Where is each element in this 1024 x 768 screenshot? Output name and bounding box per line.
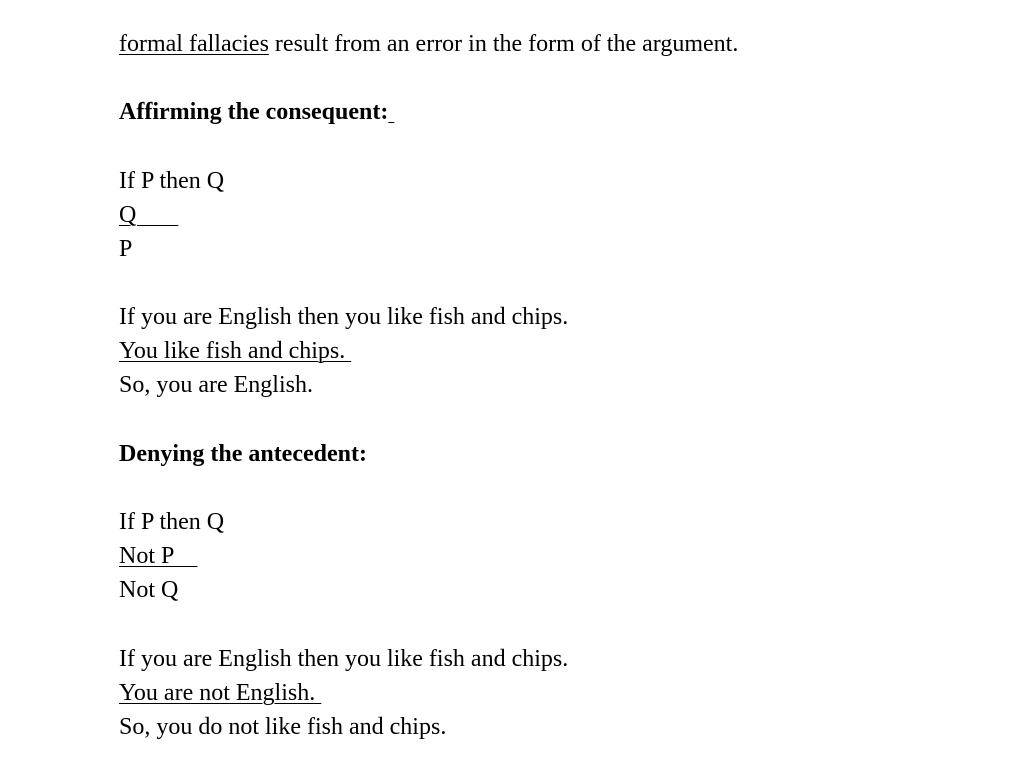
blank-line (119, 266, 738, 300)
denying-schema-premise-2-line (119, 539, 738, 573)
blank-line (119, 61, 738, 95)
denying-example-conclusion: So, you do not like fish and chips. (119, 713, 447, 740)
intro-line (119, 27, 738, 61)
affirming-schema-premise-2: Q (119, 201, 179, 228)
affirming-example-premise-2: You like fish and chips. (119, 338, 352, 365)
blank-line (119, 129, 738, 163)
affirming-schema-premise-1: If P then Q (119, 167, 225, 194)
denying-example-premise-2-line (119, 676, 738, 710)
denying-schema-conclusion: Not Q (119, 577, 179, 604)
blank-line (119, 607, 738, 641)
denying-schema-premise-1: If P then Q (119, 508, 225, 535)
intro-text: result from an error in the form of the argument. (268, 31, 739, 57)
denying-example-premise-2: You are not English. (119, 679, 322, 706)
affirming-example-premise-1: If you are English then you like fish and chips. (119, 304, 569, 331)
denying-heading: Denying the antecedent: (119, 440, 367, 467)
affirming-schema-premise-2-line (119, 198, 738, 232)
affirming-heading-trailing (388, 99, 394, 125)
affirming-heading: Affirming the consequent: (119, 99, 389, 126)
affirming-schema-conclusion: P (119, 235, 133, 262)
affirming-heading-line (119, 95, 738, 129)
blank-line (119, 471, 738, 505)
affirming-example-premise-2-line (119, 334, 738, 368)
denying-example-premise-1: If you are English then you like fish and chips. (119, 645, 569, 672)
affirming-example-conclusion: So, you are English. (119, 372, 313, 399)
slide-content (119, 27, 738, 744)
blank-line (119, 403, 738, 437)
formal-fallacies-term: formal fallacies (119, 31, 269, 57)
denying-schema-premise-2: Not P (119, 543, 198, 570)
